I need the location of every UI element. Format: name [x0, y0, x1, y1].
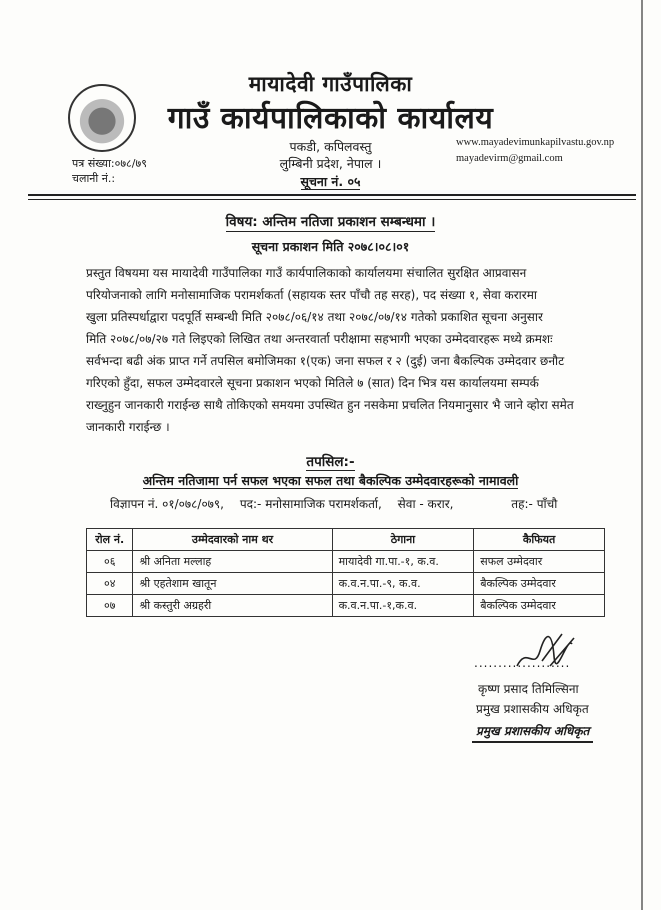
table-row — [87, 573, 605, 595]
candidate-name: श्री एहतेशाम खातून — [133, 573, 332, 595]
roll-no: ०६ — [87, 551, 133, 573]
candidate-list-title: अन्तिम नतिजामा पर्न सफल भएका सफल तथा बैकल्पिक उम्मेदवारहरूको नामावली — [142, 473, 519, 488]
publish-date: सूचना प्रकाशन मिति २०७८।०८।०१ — [251, 239, 410, 254]
letter-number: पत्र संख्या:०७८/७९ — [72, 157, 147, 170]
advert-post: पद:- मनोसामाजिक परामर्शकर्ता, — [239, 497, 382, 511]
body-line: खुला प्रतिस्पर्धाद्वारा पदपूर्ति सम्बन्धी मिति २०७८/०६/१४ तथा २०७८/०७/१४ गतेको प्रकाशित सूचना अनुसार — [86, 310, 543, 324]
body-line: मिति २०७८/०७/२७ गते लिइएको लिखित तथा अन्तरवार्ता परीक्षामा सहभागी भएका उम्मेदवारहरू मध्ये क्रमशः — [86, 332, 553, 346]
roll-no: ०४ — [87, 573, 133, 595]
advert-number: विज्ञापन नं. ०१/०७८/०७९, — [110, 497, 224, 511]
body-line: राख्नुहुन जानकारी गराईन्छ साथै तोकिएको समयमा उपस्थित हुन नसकेमा प्रचलित नियमानुसार भै जाने व्होरा समेत — [86, 398, 574, 412]
body-line: परियोजनाको लागि मनोसामाजिक परामर्शकर्ता (सहायक स्तर पाँचौ तह सरह), पद संख्या १, सेवा करारमा — [86, 288, 537, 302]
municipality-name: मायादेवी गाउँपालिका — [248, 72, 413, 96]
remarks: बैकल्पिक उम्मेदवार — [474, 595, 605, 617]
header-candidate-name: उम्मेदवारको नाम थर — [133, 529, 332, 551]
header-divider — [28, 194, 636, 196]
schedule-heading: तपसिल:- — [306, 454, 355, 470]
address-line-1: पकडी, कपिलवस्तु — [289, 139, 372, 154]
header-divider-thin — [28, 199, 636, 200]
signatory-title: प्रमुख प्रशासकीय अधिकृत — [476, 702, 589, 716]
website: www.mayadevimunkapilvastu.gov.np — [456, 137, 615, 148]
advert-level: तह:- पाँचौ — [511, 497, 558, 511]
candidate-address: क.व.न.पा.-९, क.व. — [332, 573, 474, 595]
office-name: गाउँ कार्यपालिकाको कार्यालय — [167, 101, 494, 136]
signatory-name: कृष्ण प्रसाद तिमिल्सिना — [478, 682, 579, 696]
results-table — [86, 528, 605, 617]
table-row — [87, 551, 605, 573]
address-line-2: लुम्बिनी प्रदेश, नेपाल । — [279, 156, 382, 171]
body-line: सर्वभन्दा बढी अंक प्राप्त गर्ने तपसिल बमोजिमका १(एक) जना सफल र २ (दुई) जना बैकल्पिक उम्मेदवार छनौट — [86, 354, 565, 368]
body-line: जानकारी गराईन्छ । — [86, 420, 170, 434]
designation-stamp: प्रमुख प्रशासकीय अधिकृत — [472, 720, 593, 743]
signature-line: .................... — [474, 656, 571, 670]
header-address: ठेगाना — [332, 529, 474, 551]
table-row — [87, 595, 605, 617]
email: mayadevirm@gmail.com — [456, 153, 563, 164]
dispatch-number: चलानी नं.: — [72, 172, 116, 185]
notice-number: सूचना नं. ०५ — [300, 174, 361, 189]
remarks: बैकल्पिक उम्मेदवार — [474, 573, 605, 595]
table-header-row — [87, 529, 605, 551]
candidate-address: मायादेवी गा.पा.-१, क.व. — [332, 551, 474, 573]
roll-no: ०७ — [87, 595, 133, 617]
header-roll-no: रोल नं. — [87, 529, 133, 551]
candidate-address: क.व.न.पा.-१,क.व. — [332, 595, 474, 617]
advert-service: सेवा - करार, — [397, 497, 454, 511]
remarks: सफल उम्मेदवार — [474, 551, 605, 573]
subject-line: विषय: अन्तिम नतिजा प्रकाशन सम्बन्धमा । — [225, 214, 436, 230]
body-line: प्रस्तुत विषयमा यस मायादेवी गाउँपालिका गाउँ कार्यपालिकाको कार्यालयमा संचालित सुरक्षित आप्रवासन — [86, 266, 527, 280]
body-line: गरिएको हुँदा, सफल उम्मेदवारले सूचना प्रकाशन भएको मितिले ७ (सात) दिन भित्र यस कार्यालयमा सम्पर्क — [86, 376, 539, 390]
candidate-name: श्री कस्तुरी अग्रहरी — [133, 595, 332, 617]
advertisement-info — [110, 495, 557, 512]
candidate-name: श्री अनिता मल्लाह — [133, 551, 332, 573]
header-remarks: कैफियत — [474, 529, 605, 551]
